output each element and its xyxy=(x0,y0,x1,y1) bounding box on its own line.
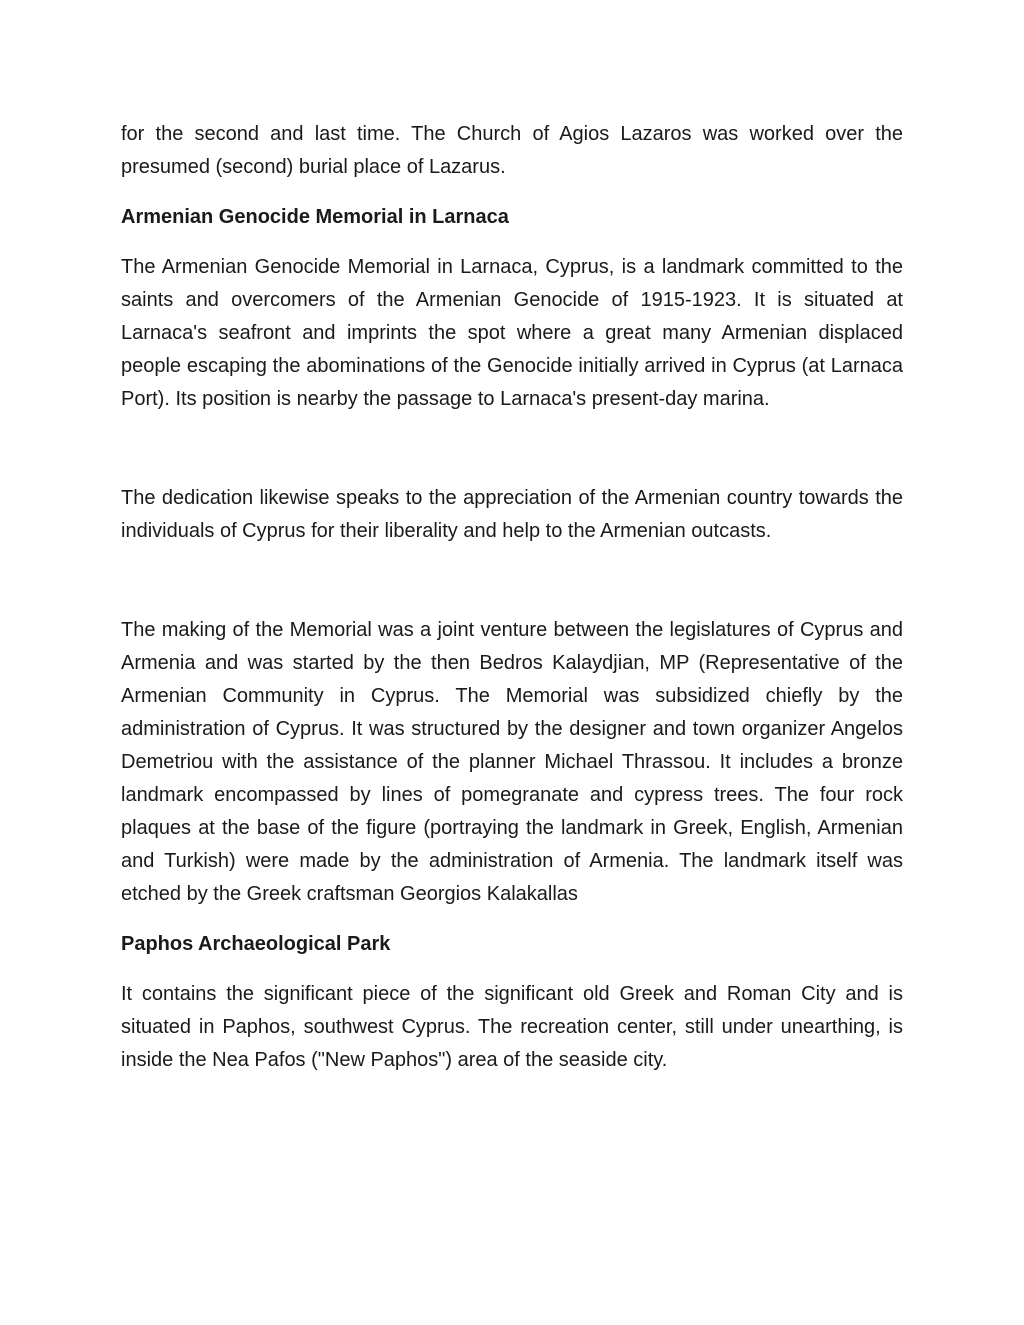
document-page xyxy=(121,118,903,1077)
paragraph-paphos: It contains the significant piece of the significant old Greek and Roman City and is situated in Paphos, southwest Cyprus. The recreation center, still under unearthing, is inside the Nea Pafos ("New Paphos") area of the seaside city. xyxy=(121,983,903,1071)
paragraph-memorial-intro: The Armenian Genocide Memorial in Larnaca, Cyprus, is a landmark committed to the saints and overcomers of the Armenian Genocide of 1915-1923. It is situated at Larnaca's seafront and imprints the spot where a great many Armenian displaced people escaping the abominations of the Genocide initially arrived in Cyprus (at Larnaca Port). Its position is nearby the passage to Larnaca's present-day marina. xyxy=(121,256,903,410)
heading-armenian-memorial: Armenian Genocide Memorial in Larnaca xyxy=(121,206,509,228)
paragraph-memorial-making: The making of the Memorial was a joint venture between the legislatures of Cyprus and Armenia and was started by the then Bedros Kalaydjian, MP (Representative of the Armenian Community in Cyprus. The Memorial was subsidized chiefly by the administration of Cyprus. It was structured by the designer and town organizer Angelos Demetriou with the assistance of the planner Michael Thrassou. It includes a bronze landmark encompassed by lines of pomegranate and cypress trees. The four rock plaques at the base of the figure (portraying the landmark in Greek, English, Armenian and Turkish) were made by the administration of Armenia. The landmark itself was etched by the Greek craftsman Georgios Kalakallas xyxy=(121,619,903,905)
heading-paphos-park: Paphos Archaeological Park xyxy=(121,933,391,955)
paragraph-dedication: The dedication likewise speaks to the appreciation of the Armenian country towards the individuals of Cyprus for their liberality and help to the Armenian outcasts. xyxy=(121,487,903,542)
paragraph-lazaros: for the second and last time. The Church of Agios Lazaros was worked over the presumed (second) burial place of Lazarus. xyxy=(121,123,903,178)
